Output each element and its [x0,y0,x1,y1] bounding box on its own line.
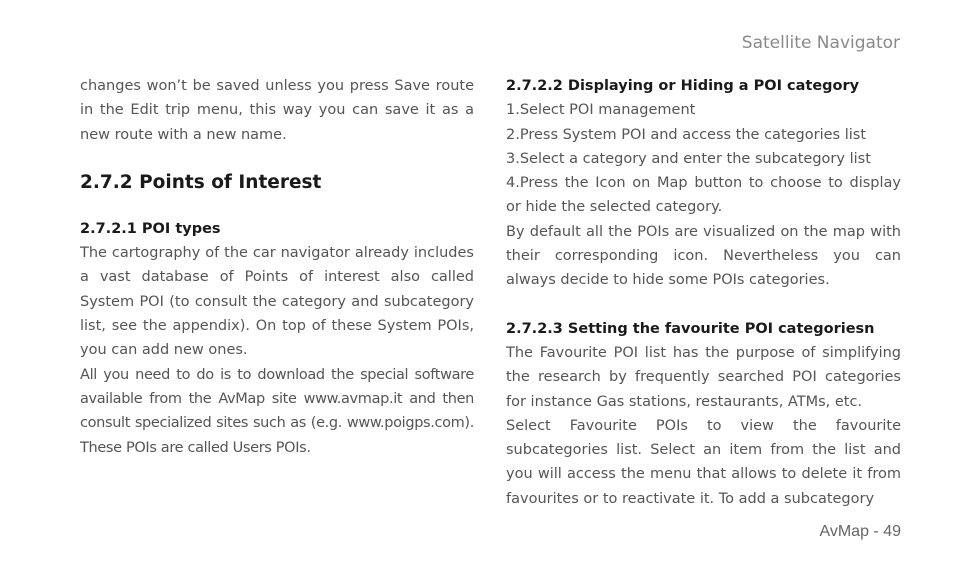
intro-paragraph: changes won’t be saved unless you press Save route in the Edit trip menu, this way you can save it as a new route with a new name. [80,78,474,143]
right-column [506,74,901,511]
favourite-purpose-paragraph: The Favourite POI list has the purpose of simplifying the research by frequently searched POI categories for instance Gas stations, restaurants, ATMs, etc. [506,344,901,410]
default-visibility-paragraph: By default all the POIs are visualized on the map with their corresponding icon. Nevertheless you can always decide to hide some POIs categories. [506,223,901,289]
poi-types-paragraph: The cartography of the car navigator already includes a vast database of Points of interest also called System POI (to consult the category and subcategory list, see the appendix). On top of these System POIs, you can add new ones. [80,245,474,359]
section-heading: 2.7.2 Points of Interest [80,171,322,193]
page-number-footer: AvMap - 49 [819,523,901,540]
running-header-title: Satellite Navigator [741,33,900,53]
subsection-heading-favourites: 2.7.2.3 Setting the favourite POI categoriesn [506,320,875,337]
step-item: 4.Press the Icon on Map button to choose to display or hide the selected category. [506,175,901,216]
download-paragraph: All you need to do is to download the special software available from the AvMap site www.avmap.it and then consult specialized sites such as (e.g. www.poigps.com). These POIs are called Users POIs. [80,366,474,456]
step-item: 1.Select POI management [506,102,696,119]
subsection-heading-display-hide: 2.7.2.2 Displaying or Hiding a POI category [506,78,860,94]
step-item: 2.Press System POI and access the categories list [506,126,867,143]
left-column [80,74,474,460]
favourite-select-paragraph: Select Favourite POIs to view the favourite subcategories list. Select an item from the list and you will access the menu that allows to delete it from favourites or to reactivate it. To add a subcategory [506,417,901,507]
step-item: 3.Select a category and enter the subcategory list [506,150,871,167]
subsection-heading-poi-types: 2.7.2.1 POI types [80,220,221,237]
